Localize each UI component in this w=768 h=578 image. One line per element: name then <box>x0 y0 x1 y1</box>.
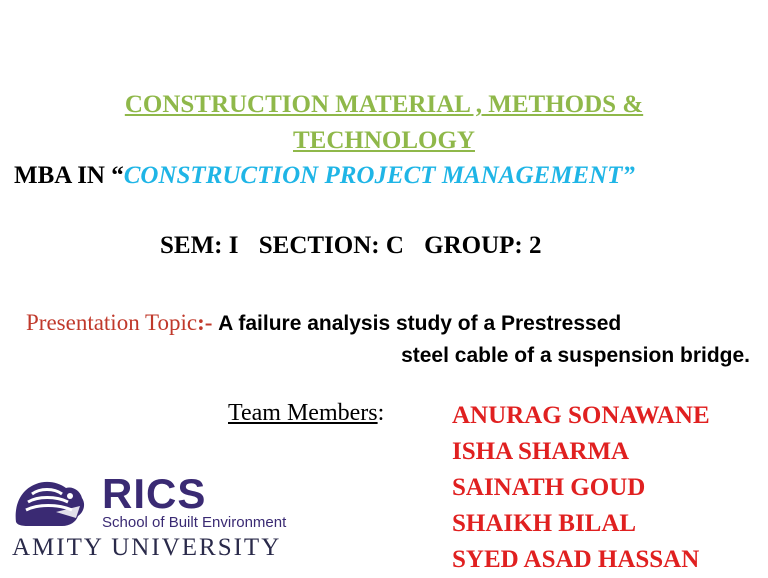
list-item: ANURAG SONAWANE <box>452 402 710 429</box>
amity-rics-logo <box>10 470 340 566</box>
slide-title-line2: TECHNOLOGY <box>293 127 475 154</box>
program-name: CONSTRUCTION PROJECT MANAGEMENT” <box>123 162 635 189</box>
lion-emblem-icon <box>10 476 90 528</box>
program-subtitle <box>14 162 768 190</box>
topic-text-line1: A failure analysis study of a Prestressed <box>218 312 622 335</box>
slide-title-line1: CONSTRUCTION MATERIAL , METHODS & <box>124 91 644 118</box>
list-item: ISHA SHARMA <box>452 438 630 465</box>
topic-separator: :- <box>197 310 213 335</box>
rics-wordmark: RICS <box>102 470 207 517</box>
team-label-text: Team Members <box>228 400 378 426</box>
topic-label: Presentation Topic <box>26 310 198 335</box>
team-members-list <box>452 398 710 578</box>
university-name: AMITY UNIVERSITY <box>12 534 282 561</box>
list-item: SYED ASAD HASSAN <box>452 546 700 573</box>
team-members-label <box>228 400 384 427</box>
subtitle-prefix: MBA IN “ <box>14 162 124 189</box>
school-name: School of Built Environment <box>102 514 287 531</box>
presentation-topic <box>26 310 621 336</box>
semester: SEM: I <box>160 232 239 259</box>
list-item: SHAIKH BILAL <box>452 510 637 537</box>
topic-text-line2: steel cable of a suspension bridge. <box>401 344 750 367</box>
team-label-colon: : <box>377 400 385 426</box>
section: SECTION: C <box>258 232 404 259</box>
course-meta <box>160 232 556 260</box>
list-item: SAINATH GOUD <box>452 474 646 501</box>
group: GROUP: 2 <box>424 232 542 259</box>
